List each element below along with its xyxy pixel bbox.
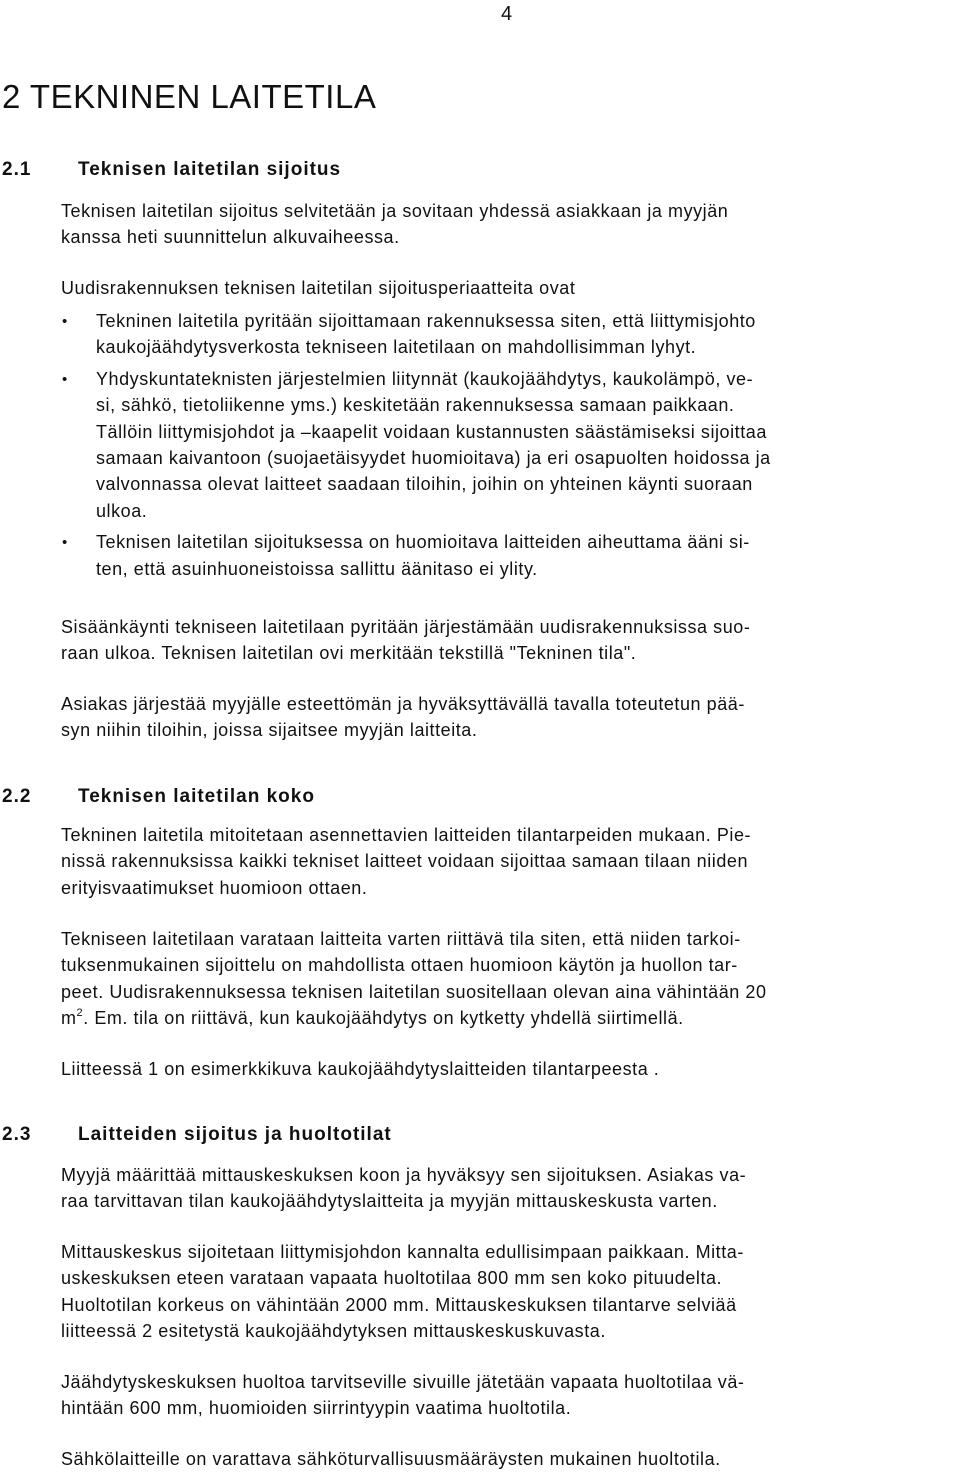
- text-line: syn niihin tiloihin, joissa sijaitsee myyjän laitteita.: [61, 720, 478, 741]
- text-line: Tällöin liittymisjohdot ja –kaapelit voidaan kustannusten säästämiseksi sijoittaa: [96, 421, 767, 442]
- paragraph-space-reservation: [61, 926, 956, 1032]
- bullet-item: [61, 366, 956, 524]
- paragraph-entrance: [61, 614, 956, 667]
- text-line: hintään 600 mm, huomioiden siirrintyypin vaatima huoltotila.: [61, 1398, 572, 1419]
- text-line: Huoltotilan korkeus on vähintään 2000 mm. Mittauskeskuksen tilantarve selviää: [61, 1294, 737, 1315]
- section-title: Teknisen laitetilan sijoitus: [78, 159, 342, 180]
- text-line: Myyjä määrittää mittauskeskuksen koon ja hyväksyy sen sijoituksen. Asiakas va-: [61, 1165, 747, 1185]
- text-fragment: . Em. tila on riittävä, kun kaukojäähdytys on kytketty yhdellä siirtimellä.: [83, 1008, 684, 1029]
- paragraph-placement-coordination: [61, 198, 956, 251]
- text-line: erityisvaatimukset huomioon ottaen.: [61, 877, 368, 898]
- text-line: Asiakas järjestää myyjälle esteettömän ja hyväksyttävällä tavalla toteutetun pää-: [61, 694, 745, 714]
- bullet-icon: •: [62, 370, 68, 388]
- paragraph-principles-intro: [61, 275, 956, 301]
- section-number: 2.1: [2, 159, 32, 180]
- text-line: kanssa heti suunnittelun alkuvaiheessa.: [61, 227, 400, 248]
- paragraph-appendix-reference: [61, 1056, 956, 1082]
- text-line: Tekninen laitetila pyritään sijoittamaan rakennuksessa siten, että liittymisjohto: [96, 311, 756, 331]
- text-line: Teknisen laitetilan sijoituksessa on huomioitava laitteiden aiheuttama ääni si-: [96, 532, 750, 553]
- text-line: Mittauskeskus sijoitetaan liittymisjohdon kannalta edullisimpaan paikkaan. Mitta-: [61, 1242, 744, 1262]
- paragraph-sizing: [61, 822, 956, 901]
- section-number: 2.2: [2, 786, 32, 807]
- text-line: Tekninen laitetila mitoitetaan asennettavien laitteiden tilantarpeiden mukaan. Pie-: [61, 825, 752, 845]
- superscript: 2: [76, 1007, 84, 1020]
- text-line: Yhdyskuntateknisten järjestelmien liitynnät (kaukojäähdytys, kaukolämpö, ve-: [96, 368, 754, 389]
- text-line: valvonnassa olevat laitteet saadaan tiloihin, joihin on yhteinen käynti suoraan: [96, 474, 753, 495]
- section-heading-2-2: [2, 785, 315, 809]
- bullet-item: [61, 529, 956, 582]
- section-number: 2.3: [2, 1124, 32, 1145]
- paragraph-cooling-center-service: [61, 1369, 956, 1422]
- text-line: Uudisrakennuksen teknisen laitetilan sijoitusperiaatteita ovat: [61, 278, 576, 298]
- text-fragment: m: [61, 1008, 77, 1029]
- text-line: si, sähkö, tietoliikenne yms.) keskitetään rakennuksessa samaan paikkaan.: [96, 395, 735, 416]
- text-line: kaukojäähdytysverkosta tekniseen laitetilaan on mahdollisimman lyhyt.: [96, 337, 697, 358]
- principles-bullet-list: [61, 308, 956, 582]
- text-line: Jäähdytyskeskuksen huoltoa tarvitseville sivuille jätetään vapaata huoltotilaa vä-: [61, 1372, 745, 1392]
- paragraph-service-space: [61, 1239, 956, 1345]
- text-line: Sähkölaitteille on varattava sähköturvallisuusmääräysten mukainen huoltotila.: [61, 1449, 721, 1469]
- text-line: peet. Uudisrakennuksessa teknisen laitetilan suositellaan olevan aina vähintään 20: [61, 981, 767, 1002]
- section-title: Teknisen laitetilan koko: [78, 786, 315, 807]
- text-line: [61, 1005, 956, 1031]
- bullet-icon: •: [62, 534, 68, 552]
- text-line: raan ulkoa. Teknisen laitetilan ovi merkitään tekstillä "Tekninen tila".: [61, 643, 637, 664]
- paragraph-metering-center: [61, 1162, 956, 1215]
- bullet-item: [61, 308, 956, 361]
- section-title: Laitteiden sijoitus ja huoltotilat: [78, 1124, 392, 1145]
- section-heading-2-1: [2, 158, 341, 182]
- text-line: ulkoa.: [96, 500, 148, 521]
- page-number: 4: [501, 3, 513, 25]
- text-line: tuksenmukainen sijoittelu on mahdollista ottaen huomioon käytön ja huollon tar-: [61, 955, 738, 976]
- text-line: samaan kaivantoon (suojaetäisyydet huomioitava) ja eri osapuolten hoidossa ja: [96, 448, 771, 469]
- text-line: raa tarvittavan tilan kaukojäähdytyslaitteita ja myyjän mittauskeskusta varten.: [61, 1191, 718, 1212]
- paragraph-access: [61, 691, 956, 744]
- text-line: Liitteessä 1 on esimerkkikuva kaukojäähdytyslaitteiden tilantarpeesta .: [61, 1059, 660, 1079]
- text-line: Sisäänkäynti tekniseen laitetilaan pyritään järjestämään uudisrakennuksissa suo-: [61, 617, 751, 637]
- section-heading-2-3: [2, 1123, 392, 1147]
- text-line: liitteessä 2 esitetystä kaukojäähdytyksen mittauskeskuskuvasta.: [61, 1321, 606, 1342]
- paragraph-electrical-service: [61, 1446, 956, 1472]
- text-line: nissä rakennuksissa kaikki tekniset laitteet voidaan sijoittaa samaan tilaan niiden: [61, 851, 749, 872]
- text-line: Teknisen laitetilan sijoitus selvitetään ja sovitaan yhdessä asiakkaan ja myyjän: [61, 201, 729, 221]
- text-line: ten, että asuinhuoneistoissa sallittu äänitaso ei ylity.: [96, 558, 538, 579]
- bullet-icon: •: [62, 313, 68, 330]
- chapter-title: 2 TEKNINEN LAITETILA: [2, 78, 377, 115]
- text-line: uskeskuksen eteen varataan vapaata huoltotilaa 800 mm sen koko pituudelta.: [61, 1268, 723, 1289]
- text-line: Tekniseen laitetilaan varataan laitteita varten riittävä tila siten, että niiden tarkoi-: [61, 929, 741, 949]
